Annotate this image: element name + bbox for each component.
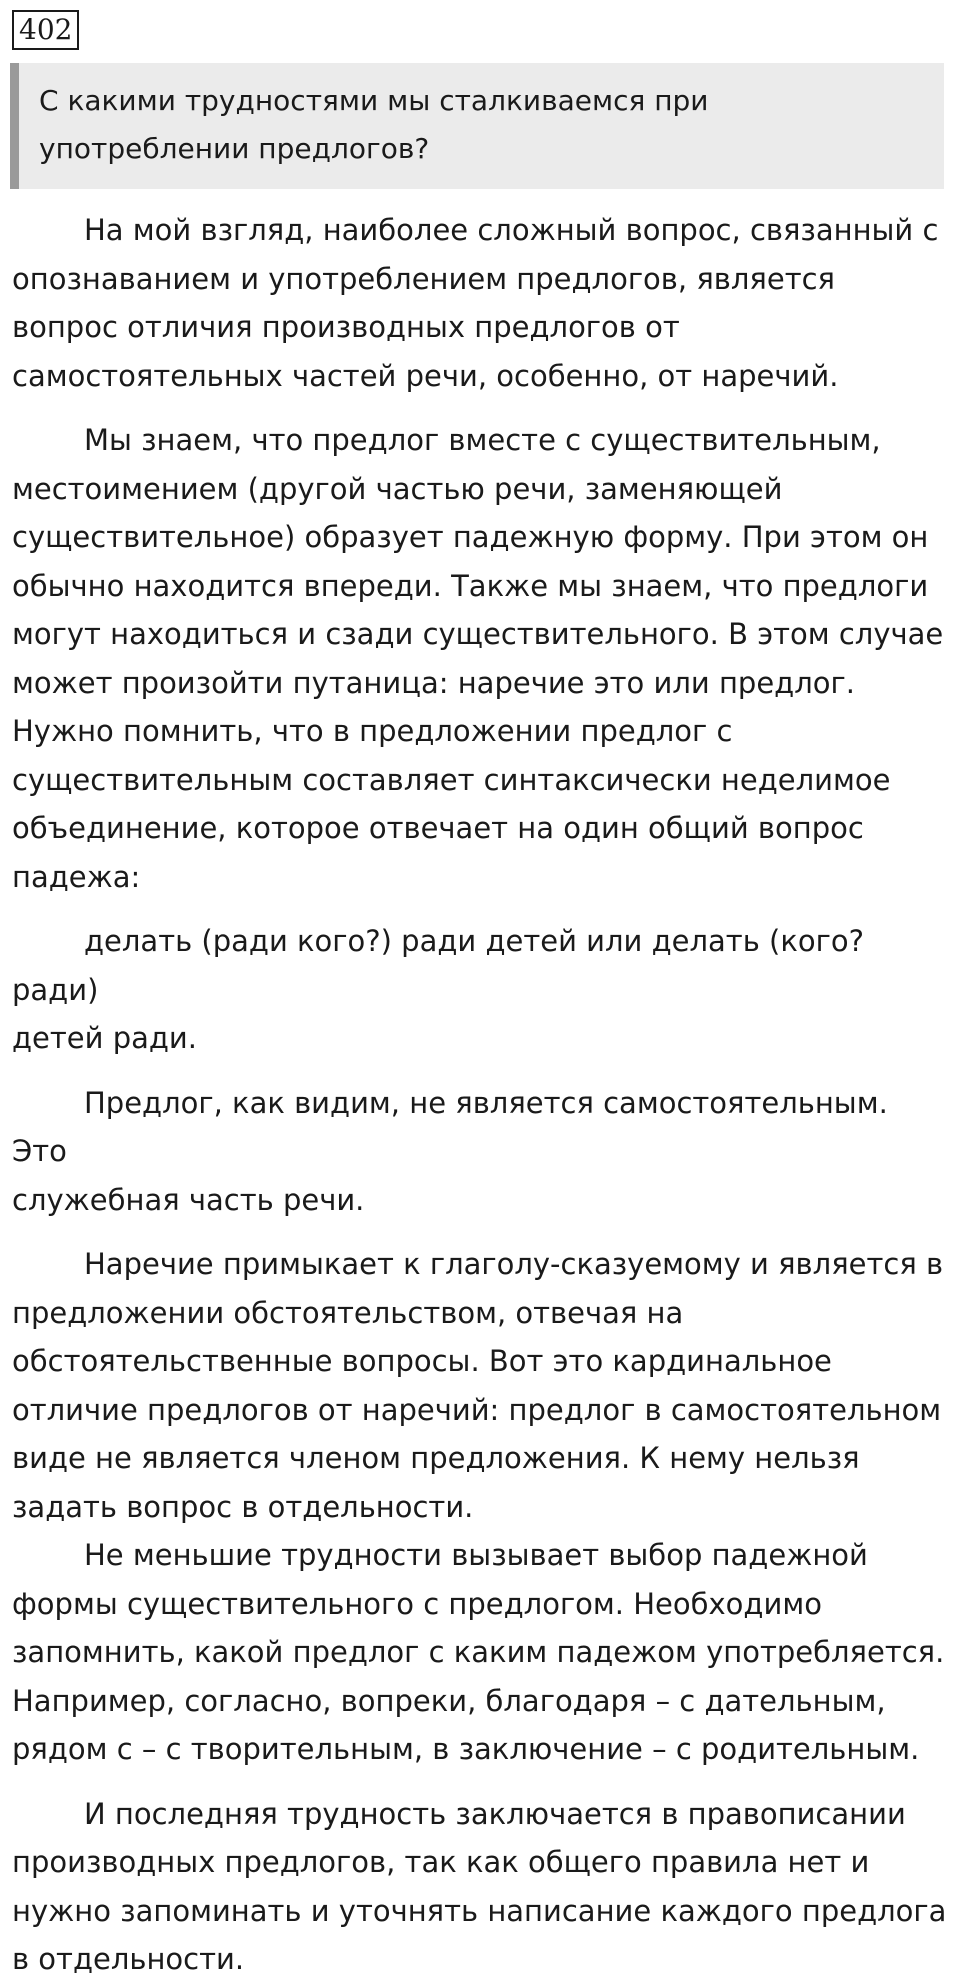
answer-paragraph: На мой взгляд, наиболее сложный вопрос, связанный с опознаванием и употреблением предлогов, является вопрос отличия производных предлогов от самостоятельных частей речи, особенно, от наречий. <box>12 213 939 393</box>
answer-paragraph: Мы знаем, что предлог вместе с существительным, местоимением (другой частью речи, заменяющей существительное) образует падежную форму. При этом он обычно находится впереди. Также мы знаем, что предлоги могут находиться и сзади существительного. В этом случае может произойти путаница: наречие это или предлог. Нужно помнить, что в предложении предлог с существительным составляет синтаксически неделимое объединение, которое отвечает на один общий вопрос падежа: <box>12 423 944 894</box>
example-paragraph: делать (ради кого?) ради детей или делать (кого? ради) детей ради. <box>12 924 864 1055</box>
answer-paragraph: Наречие примыкает к глаголу-сказуемому и является в предложении обстоятельством, отвечая на обстоятельственные вопросы. Вот это кардинальное отличие предлогов от наречий: предлог в самостоятельном виде не является членом предложения. К нему нельзя задать вопрос в отдельности. <box>12 1247 944 1524</box>
answer-paragraph: Предлог, как видим, не является самостоятельным. Это служебная часть речи. <box>12 1085 888 1217</box>
answer-paragraph: Не меньшие трудности вызывает выбор падежной формы существительного с предлогом. Необходимо запомнить, какой предлог с каким падежом употребляется. Например, согласно, вопреки, благодаря – с дательным, рядом с – с творительным, в заключение – с родительным. <box>12 1538 945 1766</box>
question-text: С какими трудностями мы сталкиваемся при употреблении предлогов? <box>39 84 709 165</box>
answer-paragraph: И последняя трудность заключается в правописании производных предлогов, так как общего правила нет и нужно запоминать и уточнять написание каждого предлога в отдельности. <box>12 1796 947 1976</box>
task-number-box: 402 <box>12 10 79 50</box>
answer-body <box>12 206 950 1984</box>
question-box <box>10 63 944 189</box>
